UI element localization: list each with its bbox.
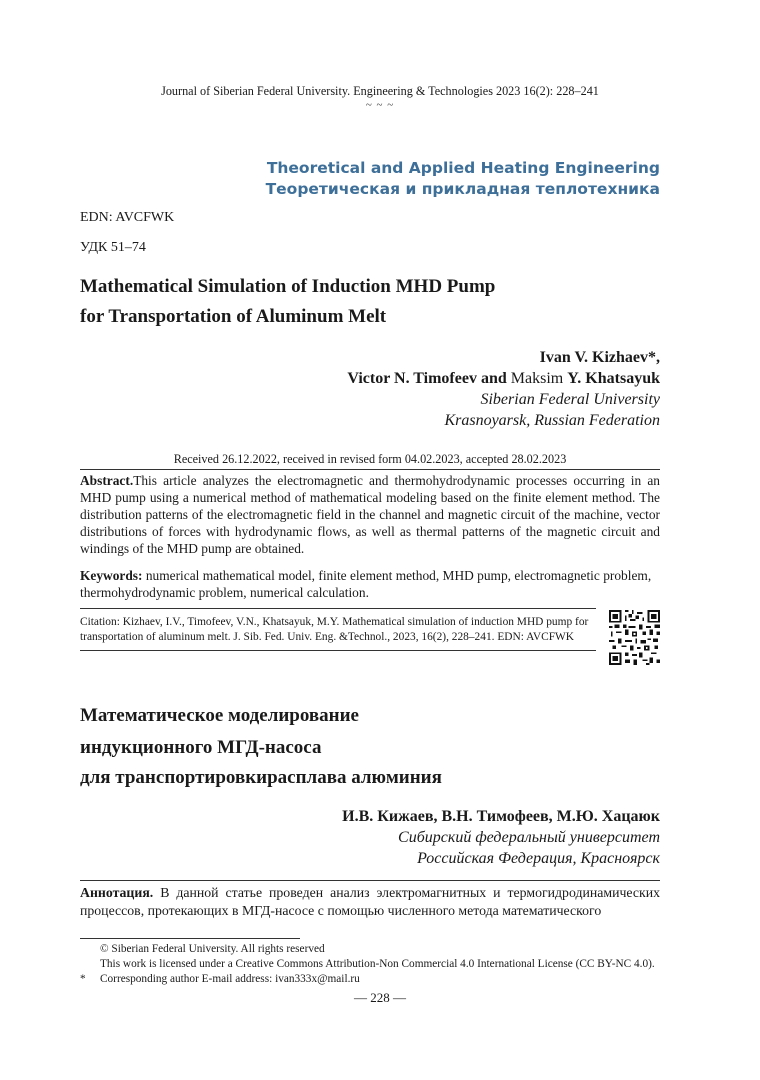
citation-bottom-rule: [80, 650, 596, 651]
affiliation-university: Siberian Federal University: [480, 391, 660, 408]
keywords-label: Keywords:: [80, 568, 143, 583]
ru-affiliation-university: Сибирский федеральный университет: [398, 829, 660, 846]
affiliation-location: Krasnoyarsk, Russian Federation: [444, 412, 660, 429]
author-1: Ivan V. Kizhaev*,: [539, 349, 660, 366]
abstract-top-rule: [80, 469, 660, 470]
received-dates: Received 26.12.2022, received in revised form 04.02.2023, accepted 28.02.2023: [173, 452, 567, 466]
citation: Citation: Kizhaev, I.V., Timofeev, V.N., Khatsayuk, M.Y. Mathematical simulation of induction MHD pump for transportation of aluminum melt. J. Sib. Fed. Univ. Eng. &Technol., 2023, 16(2), 228–241. EDN: AVCFWK: [80, 616, 589, 643]
ru-title-line-1: Математическое моделирование: [80, 705, 359, 726]
footnote-rule: [80, 938, 300, 939]
annotation-text: В данной статье проведен анализ электромагнитных и термогидродинамических процессов, протекающих в МГД-насосе с помощью численного метода математического: [80, 885, 660, 918]
corresponding-author-note: Corresponding author E-mail address: ivan333x@mail.ru: [100, 972, 360, 985]
ru-title-line-3: для транспортировкирасплава алюминия: [80, 767, 442, 788]
udk-code: УДК 51–74: [80, 240, 146, 255]
journal-header: Journal of Siberian Federal University. Engineering & Technologies 2023 16(2): 228–241: [161, 84, 599, 98]
header-ornament: ~ ~ ~: [365, 99, 395, 111]
author-3-first-name: Maksim: [506, 370, 568, 387]
keywords: [80, 567, 660, 601]
ru-title-line-2: индукционного МГД-насоса: [80, 737, 322, 758]
article-title-line-1: Mathematical Simulation of Induction MHD Pump: [80, 276, 496, 297]
keywords-text: numerical mathematical model, finite element method, MHD pump, electromagnetic problem, thermohydrodynamic problem, numerical calculation.: [80, 568, 652, 600]
abstract: [80, 472, 660, 557]
author-2: Victor N. Timofeev and: [347, 370, 507, 387]
author-3-surname: Y. Khatsayuk: [567, 370, 660, 387]
abstract-label: Abstract.: [80, 473, 134, 488]
ru-affiliation-location: Российская Федерация, Красноярск: [417, 850, 660, 867]
annotation-label: Аннотация.: [80, 885, 154, 900]
annotation-top-rule: [80, 880, 660, 881]
page-number: — 228 —: [354, 990, 406, 1005]
author-block-ru: [342, 806, 660, 869]
corresponding-mark: *: [80, 972, 86, 985]
article-title-line-2: for Transportation of Aluminum Melt: [80, 306, 387, 327]
ru-authors: И.В. Кижаев, В.Н. Тимофеев, М.Ю. Хацаюк: [342, 808, 660, 825]
copyright-note: © Siberian Federal University. All rights reserved: [100, 943, 325, 955]
section-title-ru: Теоретическая и прикладная теплотехника: [265, 180, 660, 198]
footnotes: [80, 942, 680, 986]
edn-code: EDN: AVCFWK: [80, 210, 175, 225]
section-title-en: Theoretical and Applied Heating Engineering: [266, 159, 660, 177]
license-note: This work is licensed under a Creative Commons Attribution-Non Commercial 4.0 International License (CC BY-NC 4.0).: [100, 957, 655, 970]
citation-top-rule: [80, 608, 596, 609]
annotation: [80, 884, 660, 920]
qr-code-icon[interactable]: [609, 610, 660, 665]
abstract-text: This article analyzes the electromagnetic and thermohydrodynamic processes occurring in an MHD pump using a numerical method of mathematical modeling based on the finite element method. The distribution patterns of the electromagnetic field in the channel and magnetic circuit of the machine, vector distributions of forces with hydrodynamic flows, as well as thermal patterns of the magnetic circuit and windings of the MHD pump are obtained.: [80, 473, 660, 556]
author-block-en: [347, 347, 660, 431]
